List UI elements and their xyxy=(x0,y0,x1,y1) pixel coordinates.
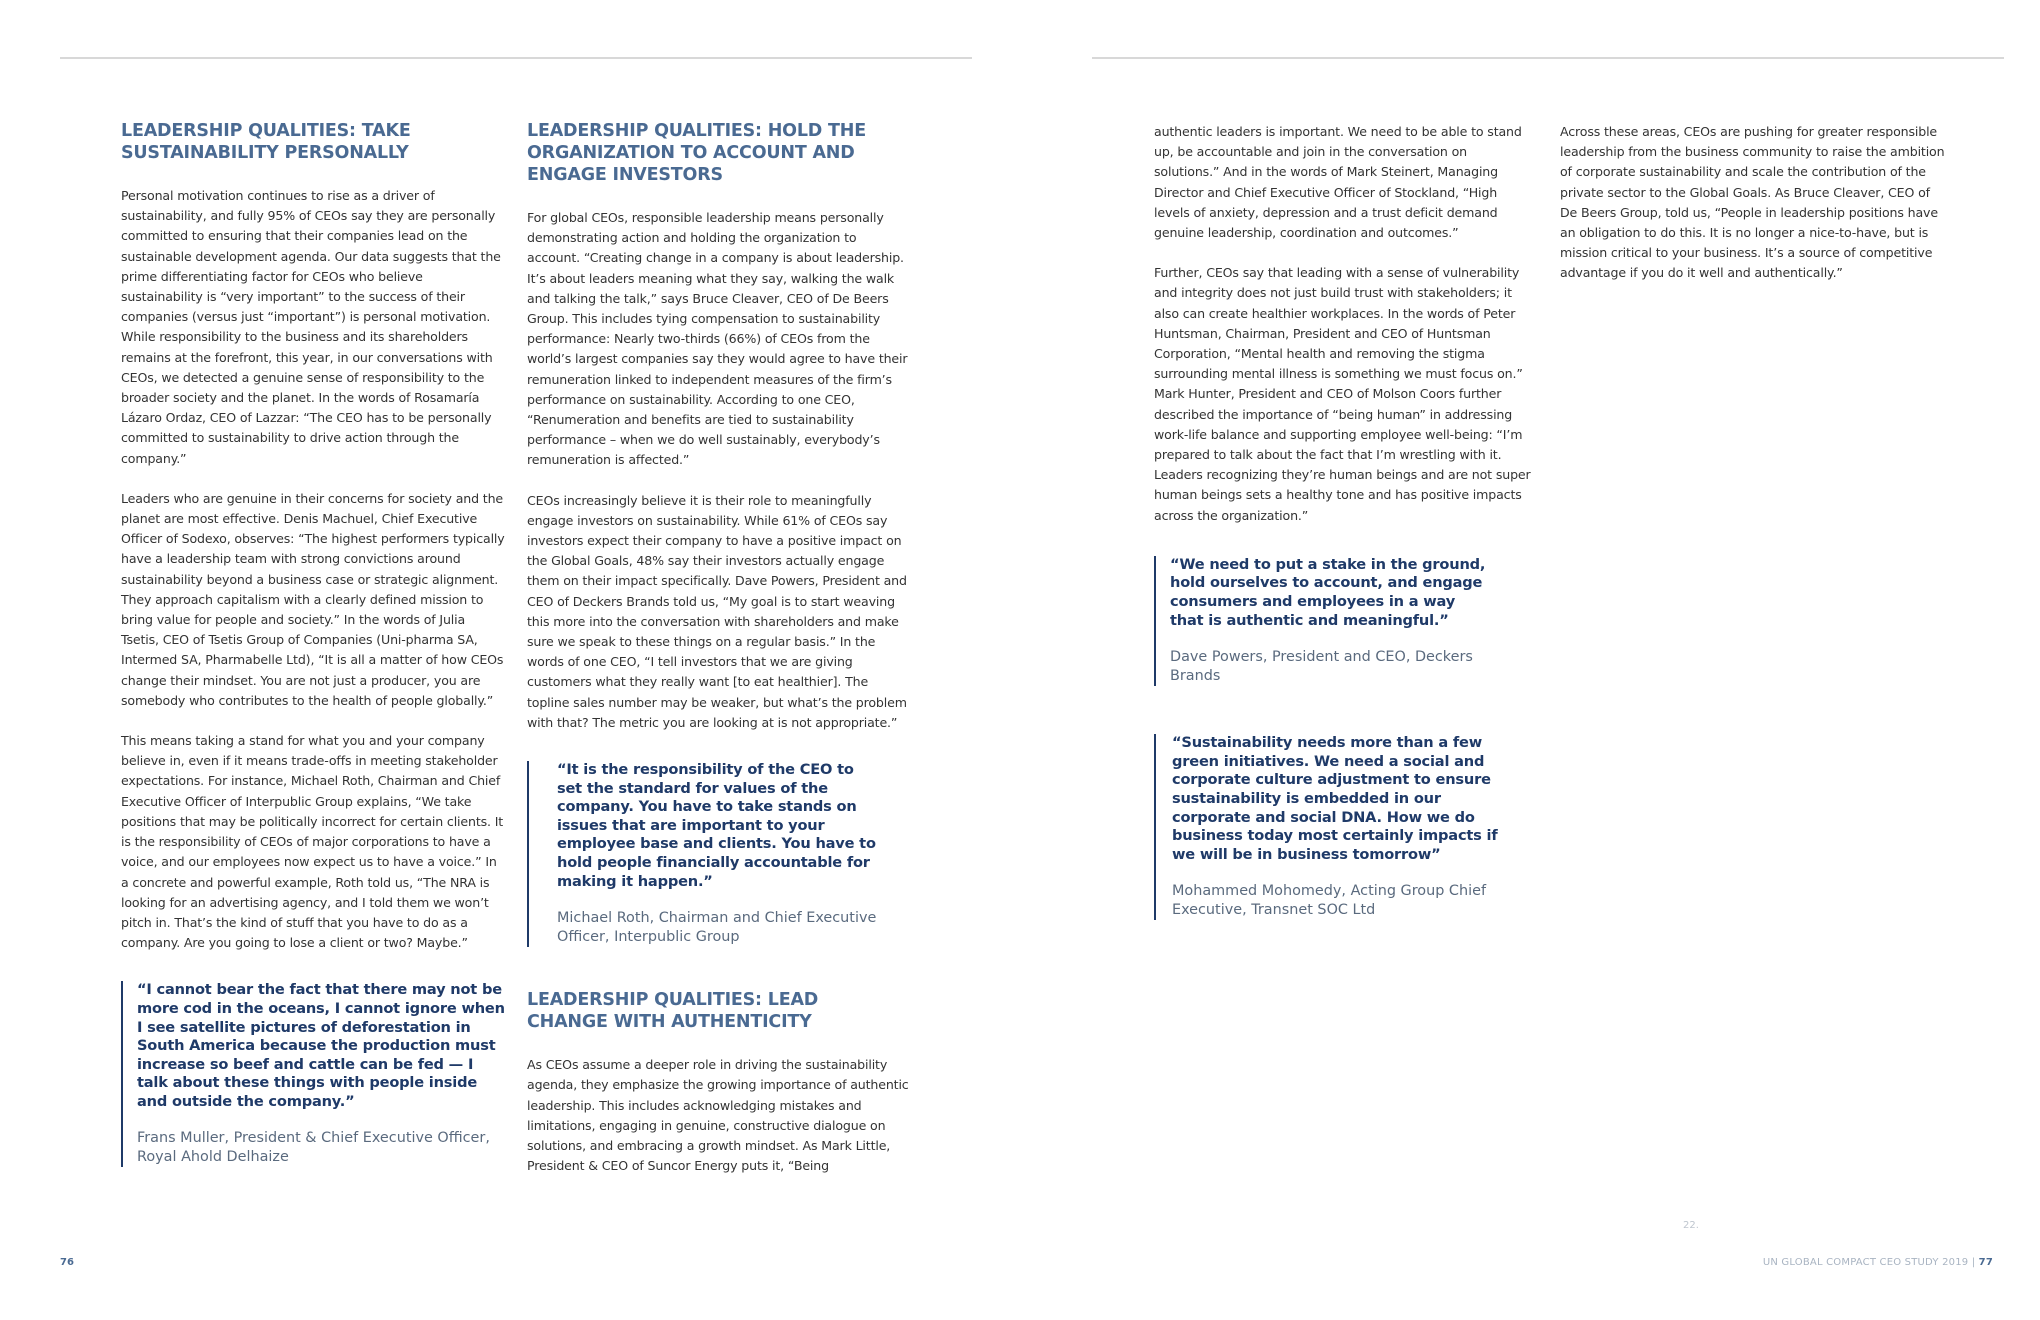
pull-quote xyxy=(1154,734,1502,920)
section-heading: LEADERSHIP QUALITIES: HOLD THE ORGANIZATION TO ACCOUNT AND ENGAGE INVESTORS xyxy=(527,121,866,185)
right-page-top-rule xyxy=(1092,57,2004,59)
pull-quote-attribution: Michael Roth, Chairman and Chief Executive Officer, Interpublic Group xyxy=(557,910,877,946)
paragraph: Personal motivation continues to rise as a driver of sustainability, and fully 95% of CEOs say they are personally committed to ensuring that their companies lead on the sustainable development agenda. Our data suggests that the prime differentiating factor for CEOs who believe sustainability is “very important” to the success of their companies (versus just “important”) is personal motivation. While responsibility to the business and its shareholders remains at the forefront, this year, in our conversations with CEOs, we detected a genuine sense of responsibility to the broader society and the planet. In the words of Rosamaría Lázaro Ordaz, CEO of Lazzar: “The CEO has to be personally committed to sustainability to drive action through the company.” xyxy=(121,188,501,466)
pull-quote-text: “I cannot bear the fact that there may not be more cod in the oceans, I cannot ignore when I see satellite pictures of deforestation in South America because the production must increase so beef and cattle can be fed — I talk about these things with people inside and outside the company.” xyxy=(137,981,505,1110)
paragraph: Further, CEOs say that leading with a sense of vulnerability and integrity does not just build trust with stakeholders; it also can create healthier workplaces. In the words of Peter Huntsman, Chairman, President and CEO of Huntsman Corporation, “Mental health and removing the stigma surrounding mental illness is something we must focus on.” Mark Hunter, President and CEO of Molson Coors further described the importance of “being human” in addressing work-life balance and supporting employee well-being: “I’m prepared to talk about the fact that I’m wrestling with it. Leaders recognizing they’re human beings and are not super human beings sets a healthy tone and has positive impacts across the organization.” xyxy=(1154,265,1531,523)
footer-text: UN GLOBAL COMPACT CEO STUDY 2019 | xyxy=(1762,1257,1976,1268)
pull-quote-attribution: Frans Muller, President & Chief Executive Officer, Royal Ahold Delhaize xyxy=(137,1130,490,1166)
paragraph: Leaders who are genuine in their concerns for society and the planet are most effective. Denis Machuel, Chief Executive Officer of Sodexo, observes: “The highest performers typically have a leadership team with strong convictions around sustainability beyond a business case or strategic alignment. They approach capitalism with a clearly defined mission to bring value for people and society.” In the words of Julia Tsetis, CEO of Tsetis Group of Companies (Uni-pharma SA, Intermed SA, Pharmabelle Ltd), “It is all a matter of how CEOs change their mindset. You are not just a producer, you are somebody who contributes to the health of people globally.” xyxy=(121,490,505,708)
pull-quote xyxy=(1154,556,1490,686)
pull-quote-text: “It is the responsibility of the CEO to set the standard for values of the company. You have to take stands on issues that are important to your employee base and clients. You have to hold people financially accountable for making it happen.” xyxy=(557,761,876,890)
paragraph: CEOs increasingly believe it is their role to meaningfully engage investors on sustainability. While 61% of CEOs say investors expect their company to have a positive impact on the Global Goals, 48% say their investors actually engage them on their impact specifically. Dave Powers, President and CEO of Deckers Brands told us, “My goal is to start weaving this more into the conversation with shareholders and make sure we speak to these things on a regular basis.” In the words of one CEO, “I tell investors that we are giving customers what they really want [to eat healthier]. The topline sales number may be weaker, but what’s the problem with that? The metric you are looking at is not appropriate.” xyxy=(527,492,907,730)
pull-quote-text: “Sustainability needs more than a few green initiatives. We need a social and corporate culture adjustment to ensure sustainability is embedded in our corporate and social DNA. How we do business today most certainly impacts if we will be in business tomorrow” xyxy=(1172,734,1498,863)
paragraph: This means taking a stand for what you and your company believe in, even if it means trade-offs in meeting stakeholder expectations. For instance, Michael Roth, Chairman and Chief Executive Officer of Interpublic Group explains, “We take positions that may be politically incorrect for certain clients. It is the responsibility of CEOs of major corporations to have a voice, and our employees now expect us to have a voice.” In a concrete and powerful example, Roth told us, “The NRA is looking for an advertising agency, and I told them we won’t pitch in. That’s the kind of stuff that you have to do as a company. Are you going to lose a client or two? Maybe.” xyxy=(121,733,504,951)
right-page-footer xyxy=(1763,1257,1993,1268)
left-page-number: 76 xyxy=(60,1257,74,1268)
paragraph: For global CEOs, responsible leadership means personally demonstrating action and holding the organization to account. “Creating change in a company is about leadership. It’s about leaders meaning what they say, walking the walk and talking the talk,” says Bruce Cleaver, CEO of De Beers Group. This includes tying compensation to sustainability performance: Nearly two-thirds (66%) of CEOs from the world’s largest companies say they would agree to have their remuneration linked to independent measures of the firm’s performance on sustainability. According to one CEO, “Renumeration and benefits are tied to sustainability performance – when we do well sustainably, everybody’s remuneration is affected.” xyxy=(527,210,908,468)
pull-quote xyxy=(527,761,877,947)
footnote-mark: 22. xyxy=(1683,1220,1699,1231)
paragraph: As CEOs assume a deeper role in driving the sustainability agenda, they emphasize the growing importance of authentic leadership. This includes acknowledging mistakes and limitations, engaging in genuine, constructive dialogue on solutions, and embracing a growth mindset. As Mark Little, President & CEO of Suncor Energy puts it, “Being xyxy=(527,1057,909,1174)
pull-quote-attribution: Dave Powers, President and CEO, Deckers Brands xyxy=(1170,649,1473,685)
pull-quote xyxy=(121,981,506,1167)
left-page-top-rule xyxy=(60,57,972,59)
right-page-number: 77 xyxy=(1978,1257,1993,1268)
paragraph: authentic leaders is important. We need to be able to stand up, be accountable and join in the conversation on solutions.” And in the words of Mark Steinert, Managing Director and Chief Executive Officer of Stockland, “High levels of anxiety, depression and a trust deficit demand genuine leadership, coordination and outcomes.” xyxy=(1154,124,1522,241)
right-column-1 xyxy=(1154,122,1534,920)
section-heading: LEADERSHIP QUALITIES: TAKE SUSTAINABILITY PERSONALLY xyxy=(121,121,411,163)
left-column-2 xyxy=(527,120,912,1196)
left-column-1 xyxy=(121,120,506,1167)
section-heading: LEADERSHIP QUALITIES: LEAD CHANGE WITH AUTHENTICITY xyxy=(527,990,819,1033)
paragraph: Across these areas, CEOs are pushing for greater responsible leadership from the business community to raise the ambition of corporate sustainability and scale the contribution of the private sector to the Global Goals. As Bruce Cleaver, CEO of De Beers Group, told us, “People in leadership positions have an obligation to do this. It is no longer a nice-to-have, but is mission critical to your business. It’s a source of competitive advantage if you do it well and authentically.” xyxy=(1560,124,1945,281)
pull-quote-text: “We need to put a stake in the ground, hold ourselves to account, and engage consumers and employees in a way that is authentic and meaningful.” xyxy=(1170,555,1486,629)
right-column-2 xyxy=(1560,122,1945,304)
pull-quote-attribution: Mohammed Mohomedy, Acting Group Chief Executive, Transnet SOC Ltd xyxy=(1172,883,1487,919)
